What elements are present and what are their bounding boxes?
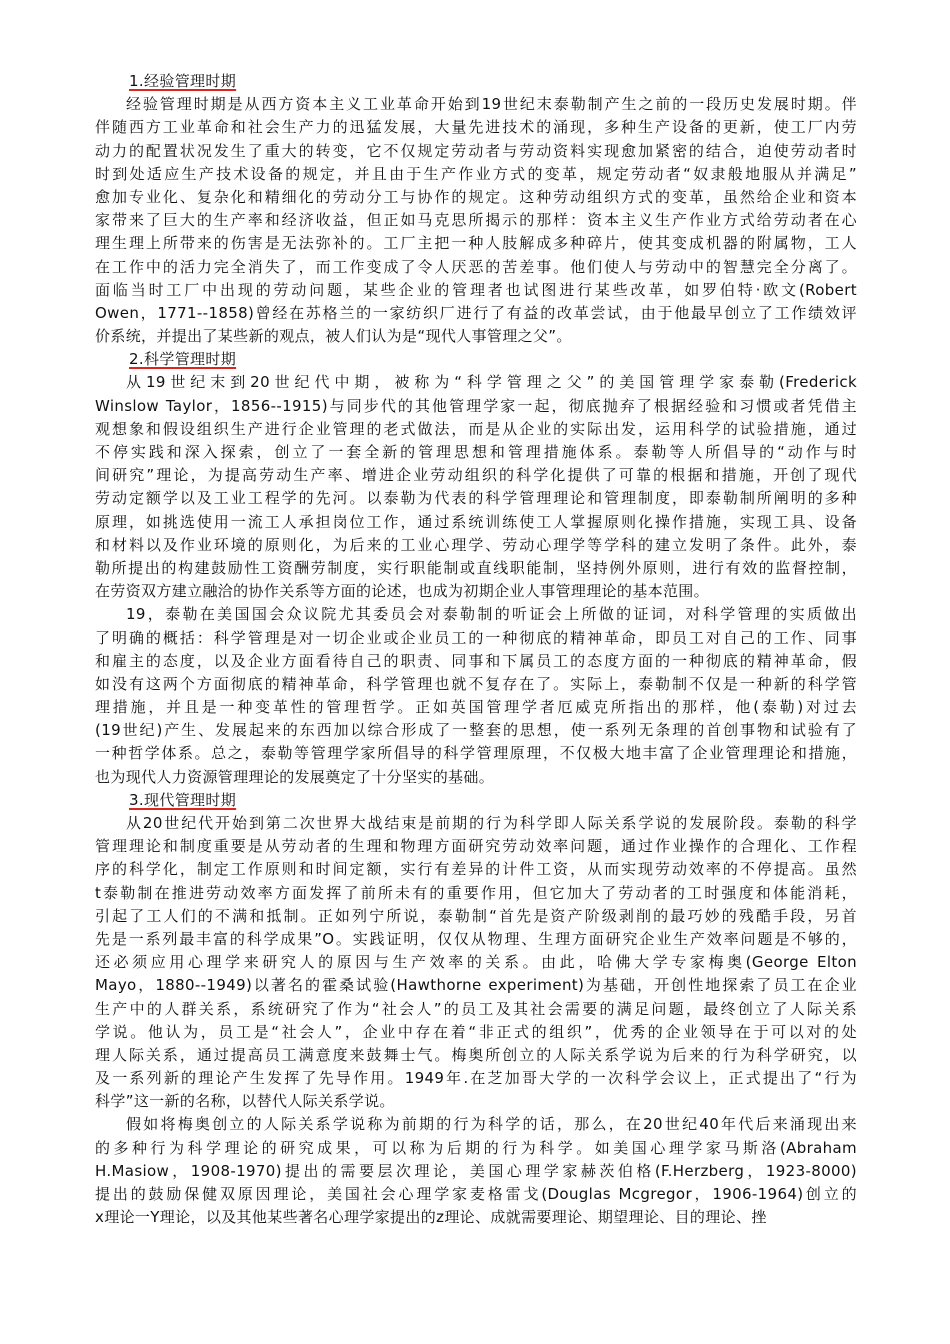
text-line: 动力的配置状况发生了重大的转变，它不仅规定劳动者与劳动资料实现愈加紧密的结合，迫使劳动者时 — [95, 141, 857, 160]
text-line: t泰勒制在推进劳动效率方面发挥了前所未有的重要作用，但它加大了劳动者的工时强度和体能消耗， — [95, 883, 857, 902]
section-heading-text: 3.现代管理时期 — [129, 790, 237, 809]
section-heading-text: 2.科学管理时期 — [129, 350, 237, 369]
text-line: 及一系列新的理论产生发挥了先导作用。1949年.在芝加哥大学的一次科学会议上，正式提出了“行为 — [95, 1069, 857, 1088]
text-line: 经验管理时期是从西方资本主义工业革命开始到19世纪末泰勒制产生之前的一段历史发展时期。伴 — [126, 95, 857, 114]
text-line: 也为现代人力资源管理理论的发展奠定了十分坚实的基础。 — [95, 767, 495, 786]
section-heading — [95, 789, 857, 812]
text-line: 理生理上所带来的伤害是无法弥补的。工厂主把一种人肢解成多种碎片，使其变成机器的附属物，工人 — [95, 234, 857, 253]
text-line: 一种哲学体系。总之，泰勒等管理学家所倡导的科学管理原理，不仅极大地丰富了企业管理理论和措施， — [95, 744, 857, 763]
paragraph — [95, 812, 857, 1113]
text-line: 如没有这两个方面彻底的精神革命，科学管理也就不复存在了。实际上，泰勒制不仅是一种新的科学管 — [95, 674, 857, 693]
text-line: Owen，1771--1858)曾经在苏格兰的一家纺织厂进行了有益的改革尝试，由于他最早创立了工作绩效评 — [95, 303, 857, 322]
text-line: 序的科学化，制定工作原则和时间定额，实行有差异的计件工资，从而实现劳动效率的不停提高。虽然 — [95, 860, 857, 879]
text-line: 伴随西方工业革命和社会生产力的迅猛发展，大量先进技术的涌现，多种生产设备的更新，使工厂内劳 — [95, 118, 857, 137]
text-line: 和材料以及作业环境的原则化，为后来的工业心理学、劳动心理学等学科的建立发明了条件。此外，泰 — [95, 535, 857, 554]
section-heading — [95, 348, 857, 371]
text-line: x理论一Y理论，以及其他某些著名心理学家提出的z理论、成就需要理论、期望理论、目的理论、挫 — [95, 1208, 767, 1227]
text-line: 间研究”理论，为提高劳动生产率、增进企业劳动组织的科学化提供了可靠的根据和措施，开创了现代 — [95, 466, 857, 485]
text-line: 家带来了巨大的生产率和经济收益，但正如马克思所揭示的那样：资本主义生产作业方式给劳动者在心 — [95, 211, 857, 230]
paragraph — [95, 603, 857, 789]
text-line: 管理理论和制度重要是从劳动者的生理和物理方面研究劳动效率问题，通过作业操作的合理化、工作程 — [95, 837, 857, 856]
text-line: H.Masiow，1908-1970)提出的需要层次理论，美国心理学家赫茨伯格(F.Herzberg，1923-8000) — [95, 1161, 857, 1180]
text-line: 观想象和假设组织生产进行企业管理的老式做法，而是从企业的实际出发，运用科学的试验措施，通过 — [95, 419, 857, 438]
text-line: Mayo，1880--1949)以著名的霍桑试验(Hawthorne experiment)为基础，开创性地探索了员工在企业 — [95, 976, 857, 995]
text-line: 勒所提出的构建鼓励性工资酬劳制度，实行职能制或直线职能制，坚持例外原则，进行有效的监督控制， — [95, 558, 857, 577]
text-line: 在工作中的活力完全消失了，而工作变成了令人厌恶的苦差事。他们使人与劳动中的智慧完全分离了。 — [95, 257, 857, 276]
text-line: 价系统，并提出了某些新的观点，被人们认为是“现代人事管理之父”。 — [95, 327, 572, 346]
section-heading-text: 1.经验管理时期 — [129, 72, 237, 90]
text-line: 了明确的概括：科学管理是对一切企业或企业员工的一种彻底的精神革命，即员工对自己的工作、同事 — [95, 628, 857, 647]
paragraph — [95, 93, 857, 348]
text-line: 原理，如挑选使用一流工人承担岗位工作，通过系统训练使工人掌握原则化操作措施，实现工具、设备 — [95, 512, 857, 531]
text-line: 19，泰勒在美国国会众议院尤其委员会对泰勒制的听证会上所做的证词，对科学管理的实质做出 — [126, 605, 857, 624]
text-line: 科学”这一新的名称，以替代人际关系学说。 — [95, 1092, 395, 1111]
text-line: 的多种行为科学理论的研究成果，可以称为后期的行为科学。如美国心理学家马斯洛(Abraham — [95, 1138, 857, 1157]
paragraph — [95, 1113, 857, 1229]
text-line: 提出的鼓励保健双原因理论，美国社会心理学家麦格雷戈(Douglas Mcgregor，1906-1964)创立的 — [95, 1185, 857, 1203]
paragraph — [95, 371, 857, 603]
text-line: Winslow Taylor，1856--1915)与同步代的其他管理学家一起，彻底抛弃了根据经验和习惯或者凭借主 — [95, 396, 857, 415]
text-line: 假如将梅奥创立的人际关系学说称为前期的行为科学的话，那么，在20世纪40年代后来涌现出来 — [126, 1115, 857, 1134]
text-line: (19世纪)产生、发展起来的东西加以综合形成了一整套的思想，使一系列无条理的首创事物和试验有了 — [95, 721, 857, 740]
text-line: 引起了工人们的不满和抵制。正如列宁所说，泰勒制“首先是资产阶级剥削的最巧妙的残酷手段，另首 — [95, 906, 857, 925]
text-line: 理措施，并且是一种变革性的管理哲学。正如英国管理学者厄威克所指出的那样，他(泰勒)对过去 — [95, 698, 857, 717]
text-line: 学说。他认为，员工是“社会人”，企业中存在着“非正式的组织”，优秀的企业领导在于可以对的处 — [95, 1022, 857, 1041]
text-line: 时到处适应生产技术设备的规定，并且由于生产作业方式的变革，规定劳动者“奴隶般地服从并满足” — [95, 164, 857, 183]
text-line: 和雇主的态度，以及企业方面看待自己的职责、同事和下属员工的态度方面的一种彻底的精神革命，假 — [95, 651, 857, 670]
text-line: 不停实践和深入探索，创立了一套全新的管理思想和管理措施体系。泰勒等人所倡导的“动作与时 — [95, 443, 857, 461]
text-line: 还必须应用心理学来研究人的原因与生产效率的关系。由此，哈佛大学专家梅奥(George Elton — [95, 953, 857, 972]
text-line: 面临当时工厂中出现的劳动问题，某些企业的管理者也试图进行某些改革，如罗伯特·欧文(Robert — [95, 280, 857, 299]
text-line: 生产中的人群关系，系统研究了作为“社会人”的员工及其社会需要的满足问题，最终创立了人际关系 — [95, 999, 857, 1018]
document-body — [95, 70, 857, 1229]
text-line: 从19世纪末到20世纪代中期，被称为“科学管理之父”的美国管理学家泰勒(Frederick — [126, 373, 857, 392]
text-line: 劳动定额学以及工业工程学的先河。以泰勒为代表的科学管理理论和管理制度，即泰勒制所阐明的多种 — [95, 489, 857, 508]
section-heading — [95, 70, 857, 93]
text-line: 先是一系列最丰富的科学成果”O。实践证明，仅仅从物理、生理方面研究企业生产效率问题是不够的， — [95, 929, 857, 948]
text-line: 理人际关系，通过提高员工满意度来鼓舞士气。梅奥所创立的人际关系学说为后来的行为科学研究，以 — [95, 1045, 857, 1064]
text-line: 在劳资双方建立融洽的协作关系等方面的论述，也成为初期企业人事管理理论的基本范围。 — [95, 582, 710, 601]
text-line: 从20世纪代开始到第二次世界大战结束是前期的行为科学即人际关系学说的发展阶段。泰勒的科学 — [126, 814, 857, 832]
text-line: 愈加专业化、复杂化和精细化的劳动分工与协作的规定。这种劳动组织方式的变革，虽然给企业和资本 — [95, 187, 857, 206]
